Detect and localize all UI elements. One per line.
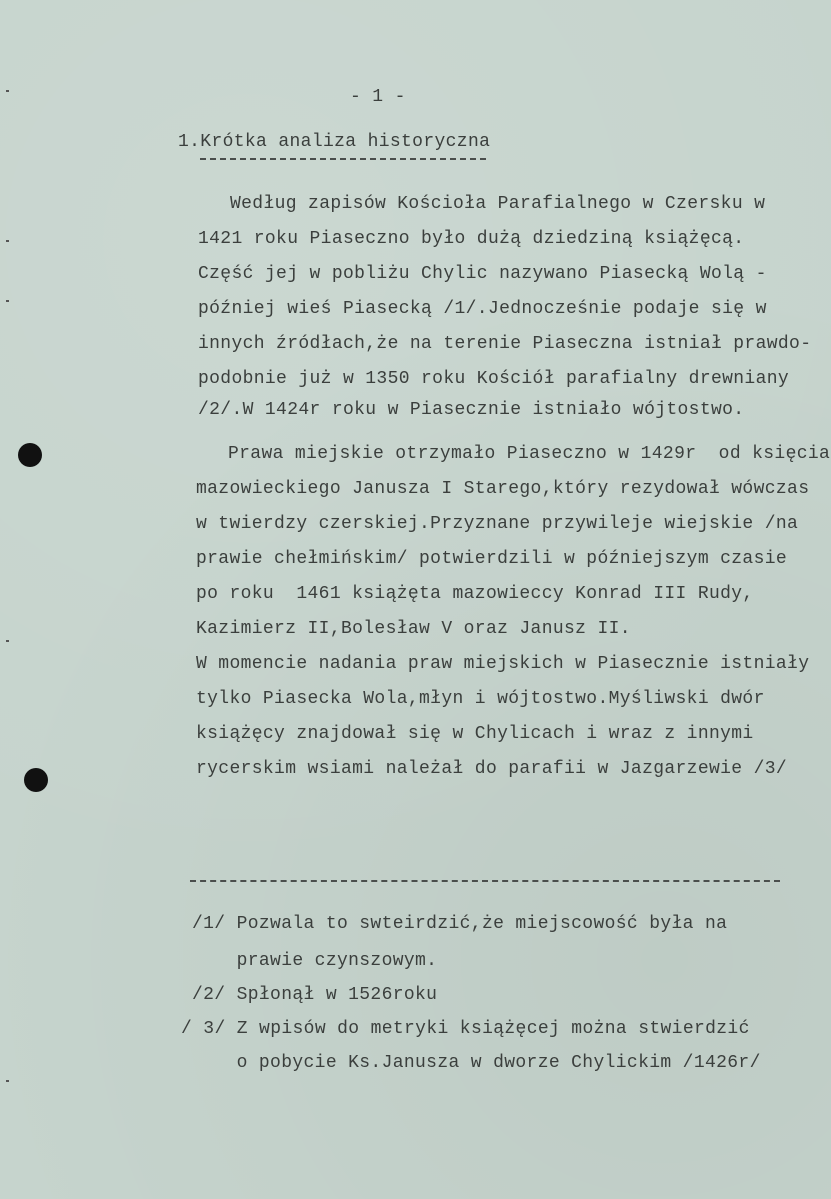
title-underline: [200, 158, 486, 160]
text-line: rycerskim wsiami należał do parafii w Jazgarzewie /3/: [196, 759, 788, 779]
footnote-line: /2/ Spłonął w 1526roku: [192, 985, 438, 1005]
text-line: Według zapisów Kościoła Parafialnego w Czersku w: [230, 194, 766, 214]
punch-hole: [24, 768, 48, 792]
footnote-line: o pobycie Ks.Janusza w dworze Chylickim /1426r/: [192, 1053, 761, 1073]
text-line: tylko Piasecka Wola,młyn i wójtostwo.Myśliwski dwór: [196, 689, 765, 709]
section-title: 1.Krótka analiza historyczna: [178, 132, 491, 152]
margin-mark: [6, 240, 9, 242]
text-line: Kazimierz II,Bolesław V oraz Janusz II.: [196, 619, 631, 639]
text-line: /2/.W 1424r roku w Piasecznie istniało wójtostwo.: [198, 400, 745, 420]
text-line: innych źródłach,że na terenie Piaseczna istniał prawdo-: [198, 334, 812, 354]
text-line: Prawa miejskie otrzymało Piaseczno w 1429r od księcia: [228, 444, 831, 464]
text-line: książęcy znajdował się w Chylicach i wraz z innymi: [196, 724, 754, 744]
margin-mark: [6, 1080, 9, 1082]
punch-hole: [18, 443, 42, 467]
footnote-line: / 3/ Z wpisów do metryki książęcej można stwierdzić: [181, 1019, 750, 1039]
margin-mark: [6, 90, 9, 92]
footnote-line: prawie czynszowym.: [192, 951, 438, 971]
text-line: W momencie nadania praw miejskich w Piasecznie istniały: [196, 654, 810, 674]
text-line: mazowieckiego Janusza I Starego,który rezydował wówczas: [196, 479, 810, 499]
text-line: prawie chełmińskim/ potwierdzili w późniejszym czasie: [196, 549, 788, 569]
text-line: 1421 roku Piaseczno było dużą dziedziną książęcą.: [198, 229, 745, 249]
page-number: - 1 -: [350, 87, 406, 107]
margin-mark: [6, 300, 9, 302]
footnote-separator: [190, 880, 780, 882]
text-line: po roku 1461 książęta mazowieccy Konrad III Rudy,: [196, 584, 754, 604]
margin-mark: [6, 640, 9, 642]
text-line: później wieś Piasecką /1/.Jednocześnie podaje się w: [198, 299, 767, 319]
text-line: w twierdzy czerskiej.Przyznane przywileje wiejskie /na: [196, 514, 799, 534]
footnote-line: /1/ Pozwala to swteirdzić,że miejscowość była na: [192, 914, 728, 934]
text-line: podobnie już w 1350 roku Kościół parafialny drewniany: [198, 369, 790, 389]
text-line: Część jej w pobliżu Chylic nazywano Piasecką Wolą -: [198, 264, 767, 284]
